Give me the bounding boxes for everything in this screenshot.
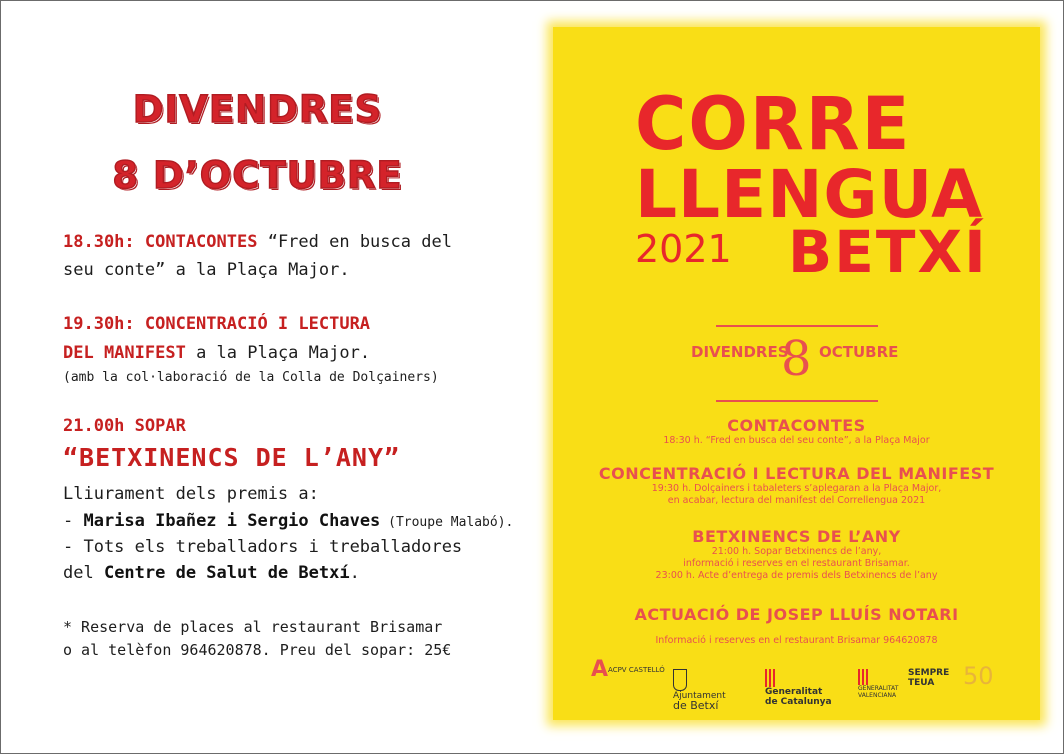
item2-place: a la Plaça Major. xyxy=(185,343,371,363)
poster-date-number: 8 xyxy=(781,331,812,387)
section-line: 23:00 h. Acte d’entrega de premis dels Betxinencs de l’any xyxy=(655,570,938,581)
poster-info: Informació i reserves en el restaurant Brisamar 964620878 xyxy=(655,635,938,646)
item3-line4 xyxy=(63,563,360,583)
section-line: 18:30 h. “Fred en busca del seu conte”, a la Plaça Major xyxy=(663,435,930,446)
section-title: BETXINENCS DE L’ANY xyxy=(692,527,901,546)
acpv-logo: AACPV CASTELLÓ xyxy=(591,657,665,682)
generalitat-catalunya-logo: Generalitat de Catalunya xyxy=(765,669,832,707)
poster-title-betxi: BETXÍ xyxy=(788,218,988,286)
sponsor-logos xyxy=(553,657,1040,712)
poster-title-corre: CORRE xyxy=(635,80,912,168)
item3-line4-prefix: del xyxy=(63,563,104,583)
senyera-icon xyxy=(765,669,777,687)
troupe-name: (Troupe Malabó). xyxy=(380,515,514,530)
item3-line2 xyxy=(63,511,513,531)
item1-text-a: “Fred en busca del xyxy=(257,232,452,252)
item3-line2-prefix: - xyxy=(63,511,84,531)
reservation-note-1: * Reserva de places al restaurant Brisamar xyxy=(63,618,443,636)
generalitat-valenciana-logo: GENERALITAT VALENCIANA xyxy=(858,669,898,699)
senyera-icon xyxy=(858,669,868,685)
section-line: 19:30 h. Dolçainers i tabaleters s’aplegaran a la Plaça Major, xyxy=(651,483,942,494)
item2-title: 19.30h: CONCENTRACIÓ I LECTURA xyxy=(63,314,371,334)
item1-line1 xyxy=(63,232,452,252)
item2-note: (amb la col·laboració de la Colla de Dolçainers) xyxy=(63,370,439,385)
health-centre: Centre de Salut de Betxí xyxy=(103,563,350,583)
ajuntament-betxi-logo: Ajuntament de Betxí xyxy=(673,669,726,711)
item1-text-b: seu conte” a la Plaça Major. xyxy=(63,260,350,280)
section-line: informació i reserves en el restaurant Brisamar. xyxy=(683,558,910,569)
section-line: 21:00 h. Sopar Betxinencs de l’any, xyxy=(711,546,882,557)
poster-date-day: DIVENDRES xyxy=(691,343,789,361)
reservation-note-2: o al telèfon 964620878. Preu del sopar: 25€ xyxy=(63,641,452,659)
shield-icon xyxy=(673,669,687,691)
item3-line1: Lliurament dels premis a: xyxy=(63,484,319,504)
section-concert xyxy=(553,605,1040,624)
section-manifest xyxy=(553,464,1040,507)
divider-bottom xyxy=(716,400,878,402)
poster-title-llengua: LLENGUA xyxy=(635,156,984,233)
section-title: ACTUACIÓ DE JOSEP LLUÍS NOTARI xyxy=(634,605,959,624)
item1-time: 18.30h: CONTACONTES xyxy=(63,232,258,252)
section-title: CONTACONTES xyxy=(727,416,866,435)
section-betxinencs xyxy=(553,527,1040,582)
sempre-teua-logo: SEMPRE TEUA xyxy=(908,668,950,688)
item2-manifest: DEL MANIFEST xyxy=(63,343,186,363)
poster-date xyxy=(553,331,1040,387)
fifty-anniversary-logo: 50 xyxy=(963,662,994,690)
item3-title: “BETXINENCS DE L’ANY” xyxy=(63,443,401,472)
section-line: en acabar, lectura del manifest del Correllengua 2021 xyxy=(667,495,926,506)
item3-line4-suffix: . xyxy=(349,563,360,583)
winners-names: Marisa Ibañez i Sergio Chaves xyxy=(83,511,381,531)
item3-time: 21.00h SOPAR xyxy=(63,416,186,436)
item2-line2 xyxy=(63,343,370,363)
section-title: CONCENTRACIÓ I LECTURA DEL MANIFEST xyxy=(598,464,995,483)
poster-year: 2021 xyxy=(635,227,732,271)
poster-date-month: OCTUBRE xyxy=(819,343,899,361)
item3-line3: - Tots els treballadors i treballadores xyxy=(63,537,463,557)
heading-date: 8 D’OCTUBRE xyxy=(112,154,403,197)
correllengua-poster xyxy=(553,27,1040,720)
heading-day: DIVENDRES xyxy=(132,88,383,131)
divider-top xyxy=(716,325,878,327)
section-contacontes xyxy=(553,416,1040,447)
